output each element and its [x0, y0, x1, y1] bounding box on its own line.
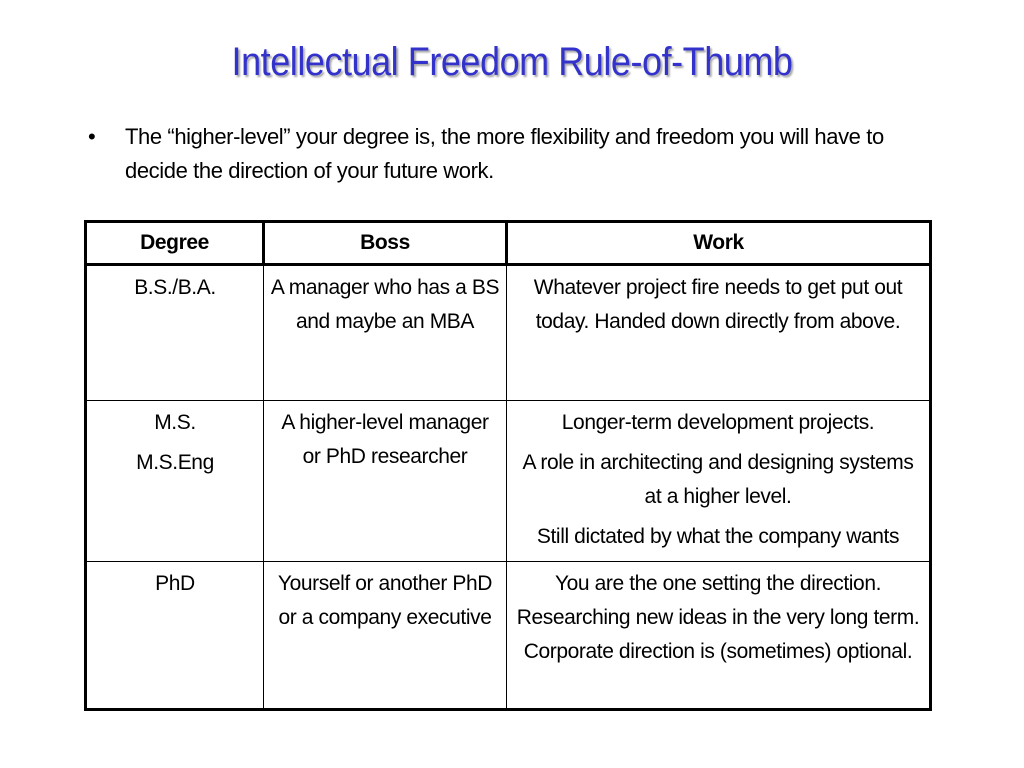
cell-work	[507, 265, 931, 401]
work-text: Longer-term development projects.	[561, 411, 875, 434]
bullet-text: The “higher-level” your degree is, the more flexibility and freedom you will have to decide the direction of your future work.	[125, 124, 884, 183]
table-row	[86, 265, 931, 401]
cell-boss: A higher-level manager or PhD researcher	[264, 401, 507, 562]
degree-text: PhD	[155, 572, 195, 595]
cell-work	[507, 401, 931, 562]
work-text: You are the one setting the direction. Researching new ideas in the very long term. Corporate direction is (sometimes) optional.	[516, 572, 920, 663]
cell-boss: Yourself or another PhD or a company executive	[264, 562, 507, 710]
cell-degree	[86, 562, 264, 710]
work-text: Still dictated by what the company wants	[536, 525, 900, 548]
bullet-point	[88, 120, 908, 188]
degree-text: M.S.	[154, 411, 196, 434]
header-work: Work	[507, 222, 931, 265]
degree-comparison-table	[84, 220, 932, 711]
degree-text: M.S.Eng	[136, 451, 214, 474]
cell-degree	[86, 265, 264, 401]
slide-title: Intellectual Freedom Rule-of-Thumb	[231, 40, 793, 84]
work-text: Whatever project fire needs to get put out today. Handed down directly from above.	[533, 276, 903, 333]
header-degree: Degree	[86, 222, 264, 265]
cell-work	[507, 562, 931, 710]
table-row	[86, 401, 931, 562]
table-row	[86, 562, 931, 710]
work-text: A role in architecting and designing systems at a higher level.	[522, 451, 914, 508]
header-boss: Boss	[264, 222, 507, 265]
bullet-symbol: •	[88, 124, 96, 149]
cell-degree	[86, 401, 264, 562]
table-header-row	[86, 222, 931, 265]
degree-text: B.S./B.A.	[134, 276, 216, 299]
cell-boss: A manager who has a BS and maybe an MBA	[264, 265, 507, 401]
